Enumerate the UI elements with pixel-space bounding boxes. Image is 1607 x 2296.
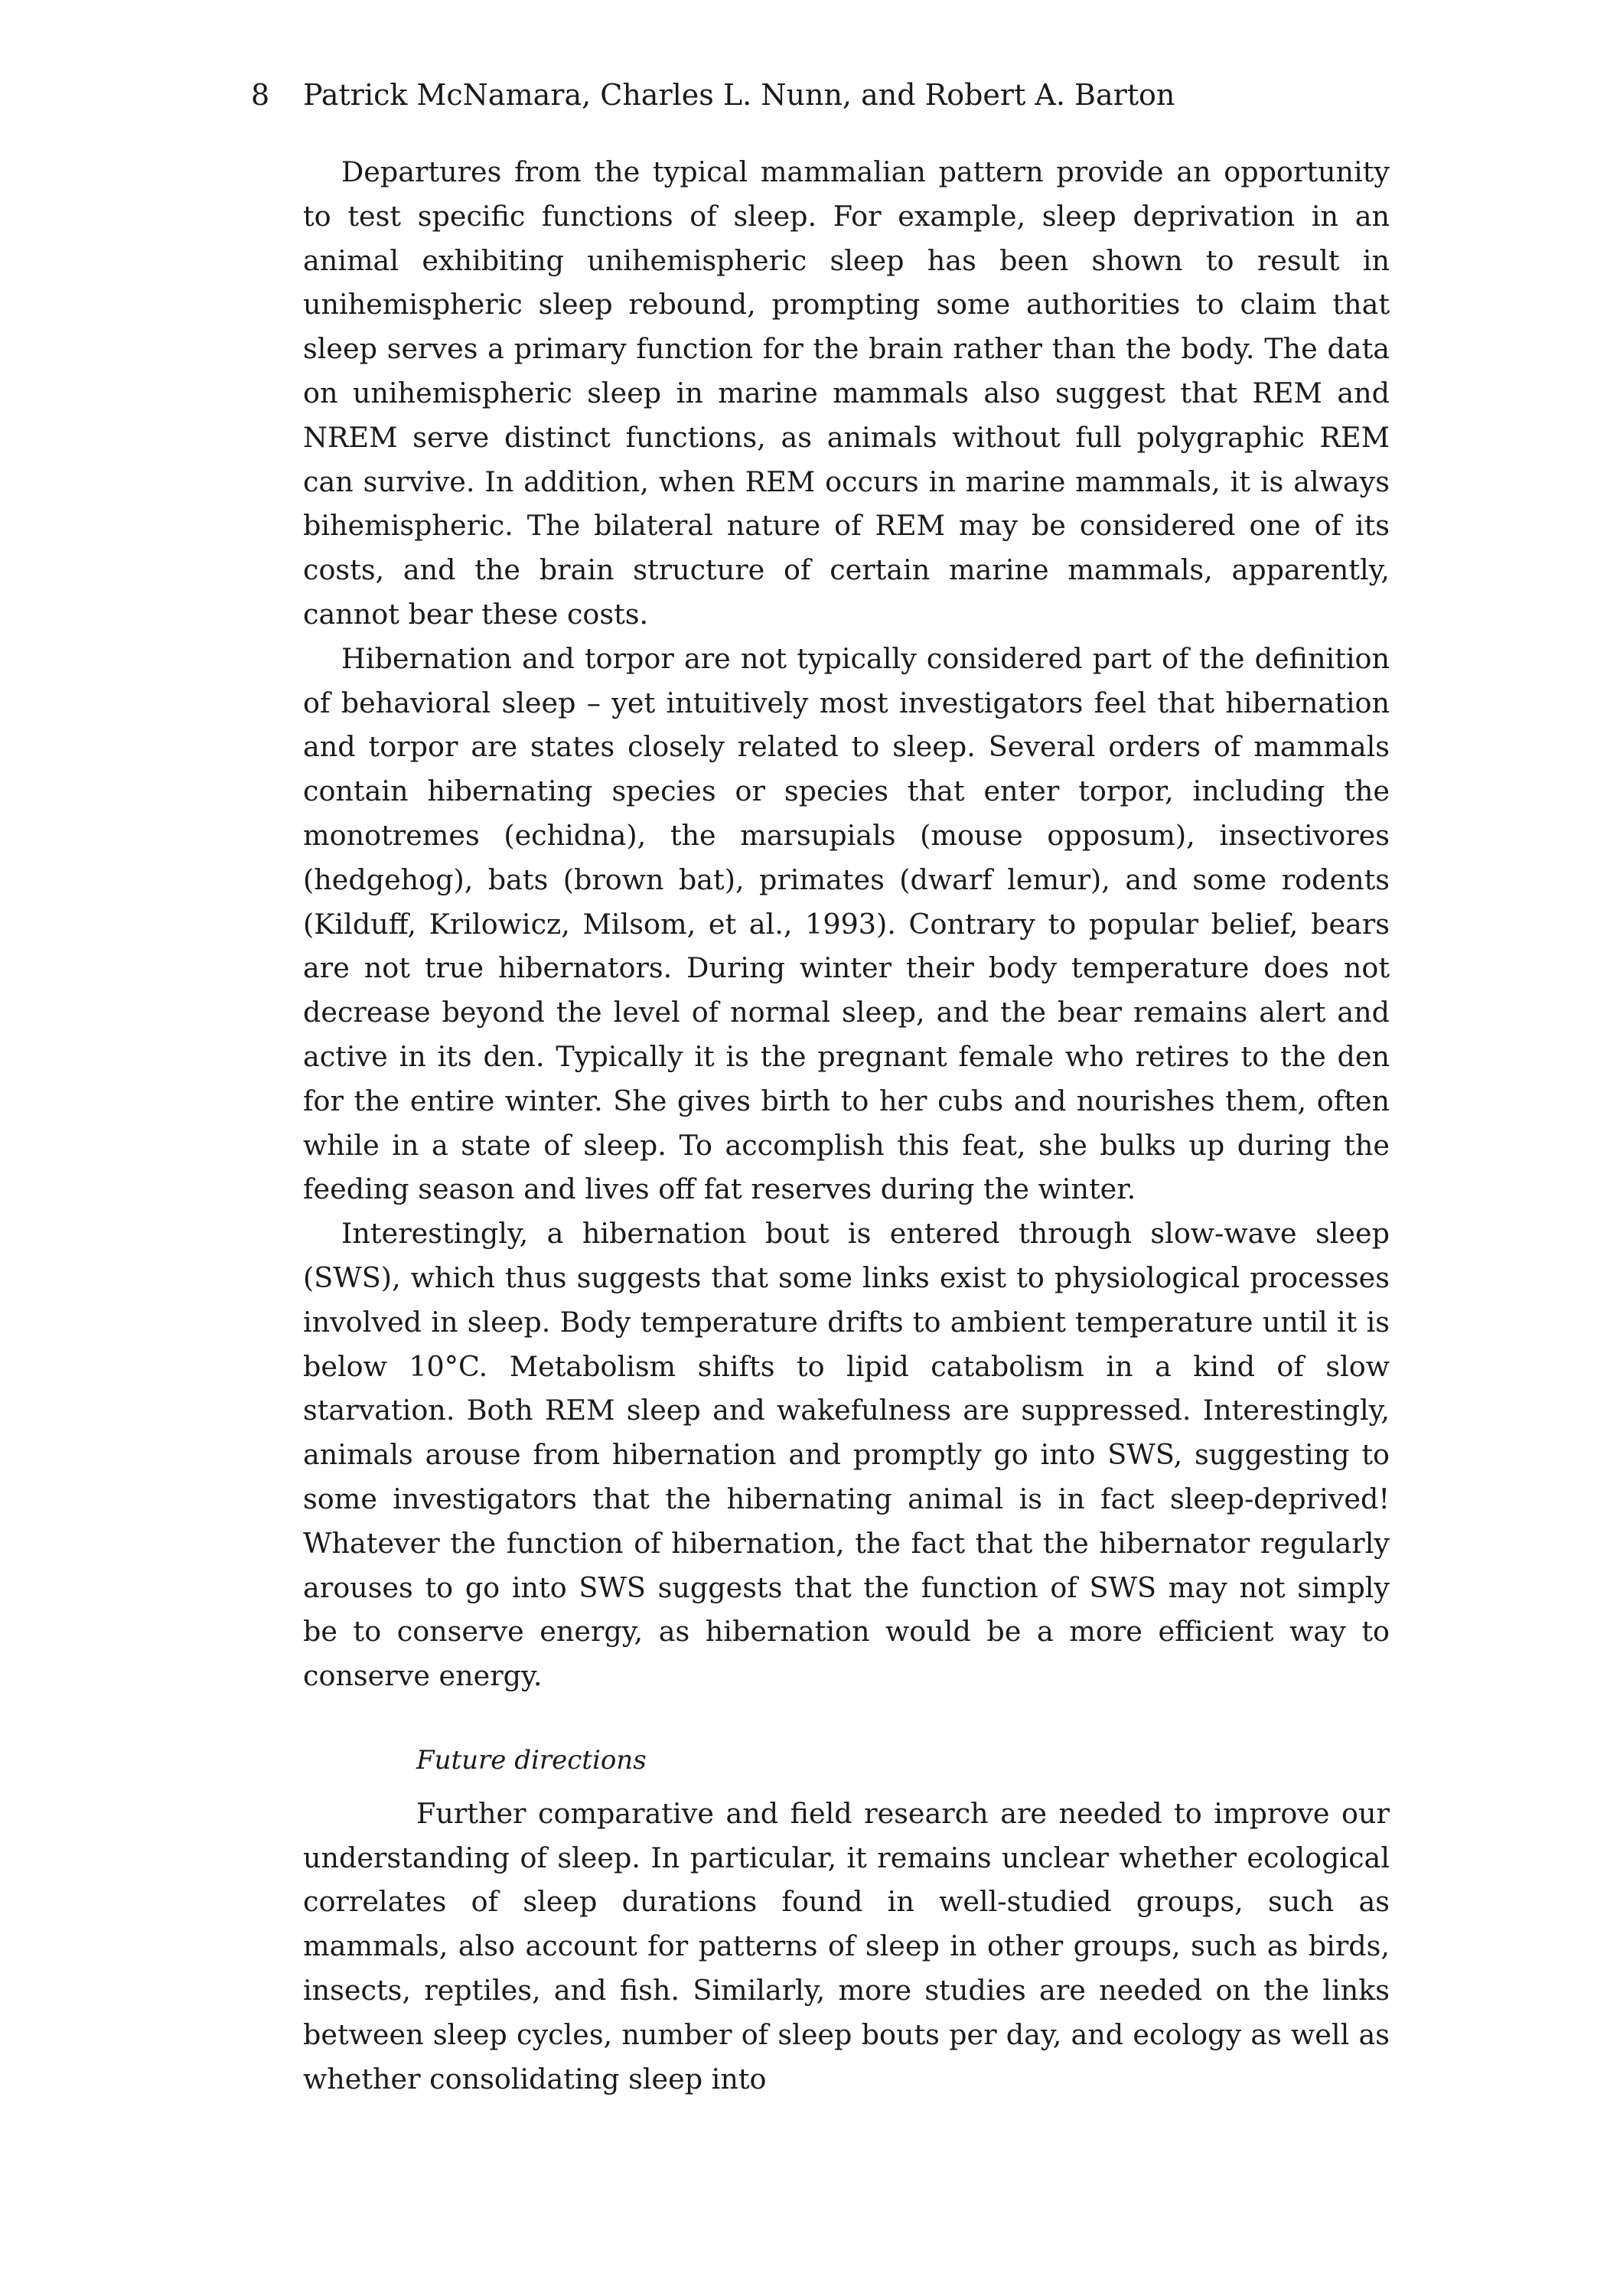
running-head-authors: Patrick McNamara, Charles L. Nunn, and Robert A. Barton bbox=[303, 78, 1175, 112]
paragraph-unihemispheric-sleep: Departures from the typical mammalian pattern provide an opportunity to test specific functions of sleep. For example, sleep deprivation in an animal exhibiting unihemispheric sleep has been shown to result in unihemispheric sleep rebound, prompting some authorities to claim that sleep serves a primary function for the brain rather than the body. The data on unihemispheric sleep in marine mammals also suggest that REM and NREM serve distinct functions, as animals without full polygraphic REM can survive. In addition, when REM occurs in marine mammals, it is always bihemispheric. The bilateral nature of REM may be considered one of its costs, and the brain structure of certain marine mammals, apparently, cannot bear these costs. bbox=[303, 155, 1390, 631]
paragraph-hibernation-sws: Interestingly, a hibernation bout is entered through slow-wave sleep (SWS), which thus suggests that some links exist to physiological processes involved in sleep. Body temperature drifts to ambient temperature until it is below 10°C. Metabolism shifts to lipid catabolism in a kind of slow starvation. Both REM sleep and wakefulness are suppressed. Interestingly, animals arouse from hibernation and promptly go into SWS, suggesting to some investigators that the hibernating animal is in fact sleep-deprived! Whatever the function of hibernation, the fact that the hibernator regularly arouses to go into SWS suggests that the function of SWS may not simply be to conserve energy, as hibernation would be a more efficient way to conserve energy. bbox=[303, 1217, 1390, 1693]
section-heading-future-directions: Future directions bbox=[416, 1744, 647, 1776]
paragraph-future-directions: Further comparative and field research are needed to improve our understanding of sleep. In particular, it remains unclear whether ecological correlates of sleep durations found in well-studied groups, such as mammals, also account for patterns of sleep in other groups, such as birds, insects, reptiles, and fish. Similarly, more studies are needed on the links between sleep cycles, number of sleep bouts per day, and ecology as well as whether consolidating sleep into bbox=[303, 1796, 1390, 2095]
paragraph-hibernation-torpor: Hibernation and torpor are not typically considered part of the definition of behavioral sleep – yet intuitively most investigators feel that hibernation and torpor are states closely related to sleep. Several orders of mammals contain hibernating species or species that enter torpor, including the monotremes (echidna), the marsupials (mouse opposum), insectivores (hedgehog), bats (brown bat), primates (dwarf lemur), and some rodents (Kilduff, Krilowicz, Milsom, et al., 1993). Contrary to popular belief, bears are not true hibernators. During winter their body temperature does not decrease beyond the level of normal sleep, and the bear remains alert and active in its den. Typically it is the pregnant female who retires to the den for the entire winter. She gives birth to her cubs and nourishes them, often while in a state of sleep. To accomplish this feat, she bulks up during the feeding season and lives off fat reserves during the winter. bbox=[303, 641, 1390, 1206]
page-number: 8 bbox=[251, 78, 270, 112]
body-text bbox=[303, 150, 1390, 2101]
running-head bbox=[251, 77, 1175, 113]
